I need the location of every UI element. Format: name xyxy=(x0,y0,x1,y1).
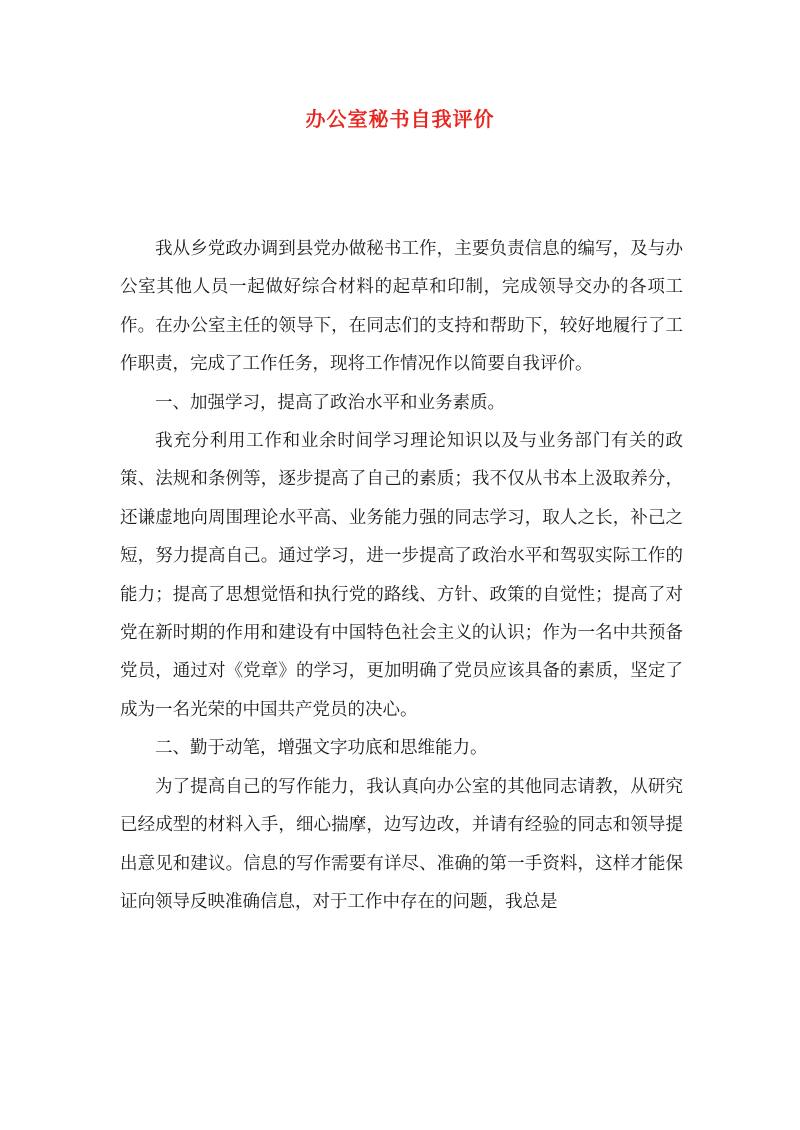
section-heading-1: 一、加强学习，提高了政治水平和业务素质。 xyxy=(155,392,505,413)
section-heading-2: 二、勤于动笔，增强文字功底和思维能力。 xyxy=(155,738,488,759)
paragraph-writing: 为了提高自己的写作能力，我认真向办公室的其他同志请教，从研究已经成型的材料入手，细心揣摩，边写边改，并请有经验的同志和领导提出意见和建议。信息的写作需要有详尽、准确的第一手资料，这样才能保证向领导反映准确信息，对于工作中存在的问题，我总是 xyxy=(120,776,683,912)
paragraph-intro: 我从乡党政办调到县党办做秘书工作，主要负责信息的编写，及与办公室其他人员一起做好综合材料的起草和印制，完成领导交办的各项工作。在办公室主任的领导下，在同志们的支持和帮助下，较好地履行了工作职责，完成了工作任务，现将工作情况作以简要自我评价。 xyxy=(120,239,683,375)
document-title: 办公室秘书自我评价 xyxy=(305,107,495,131)
paragraph-study: 我充分利用工作和业余时间学习理论知识以及与业务部门有关的政策、法规和条例等，逐步提高了自己的素质；我不仅从书本上汲取养分，还谦虚地向周围理论水平高、业务能力强的同志学习，取人之长，补己之短，努力提高自己。通过学习，进一步提高了政治水平和驾驭实际工作的能力；提高了思想觉悟和执行党的路线、方针、政策的自觉性；提高了对党在新时期的作用和建设有中国特色社会主义的认识；作为一名中共预备党员，通过对《党章》的学习，更加明确了党员应该具备的素质，坚定了成为一名光荣的中国共产党员的决心。 xyxy=(120,431,683,720)
document-body xyxy=(120,230,683,921)
